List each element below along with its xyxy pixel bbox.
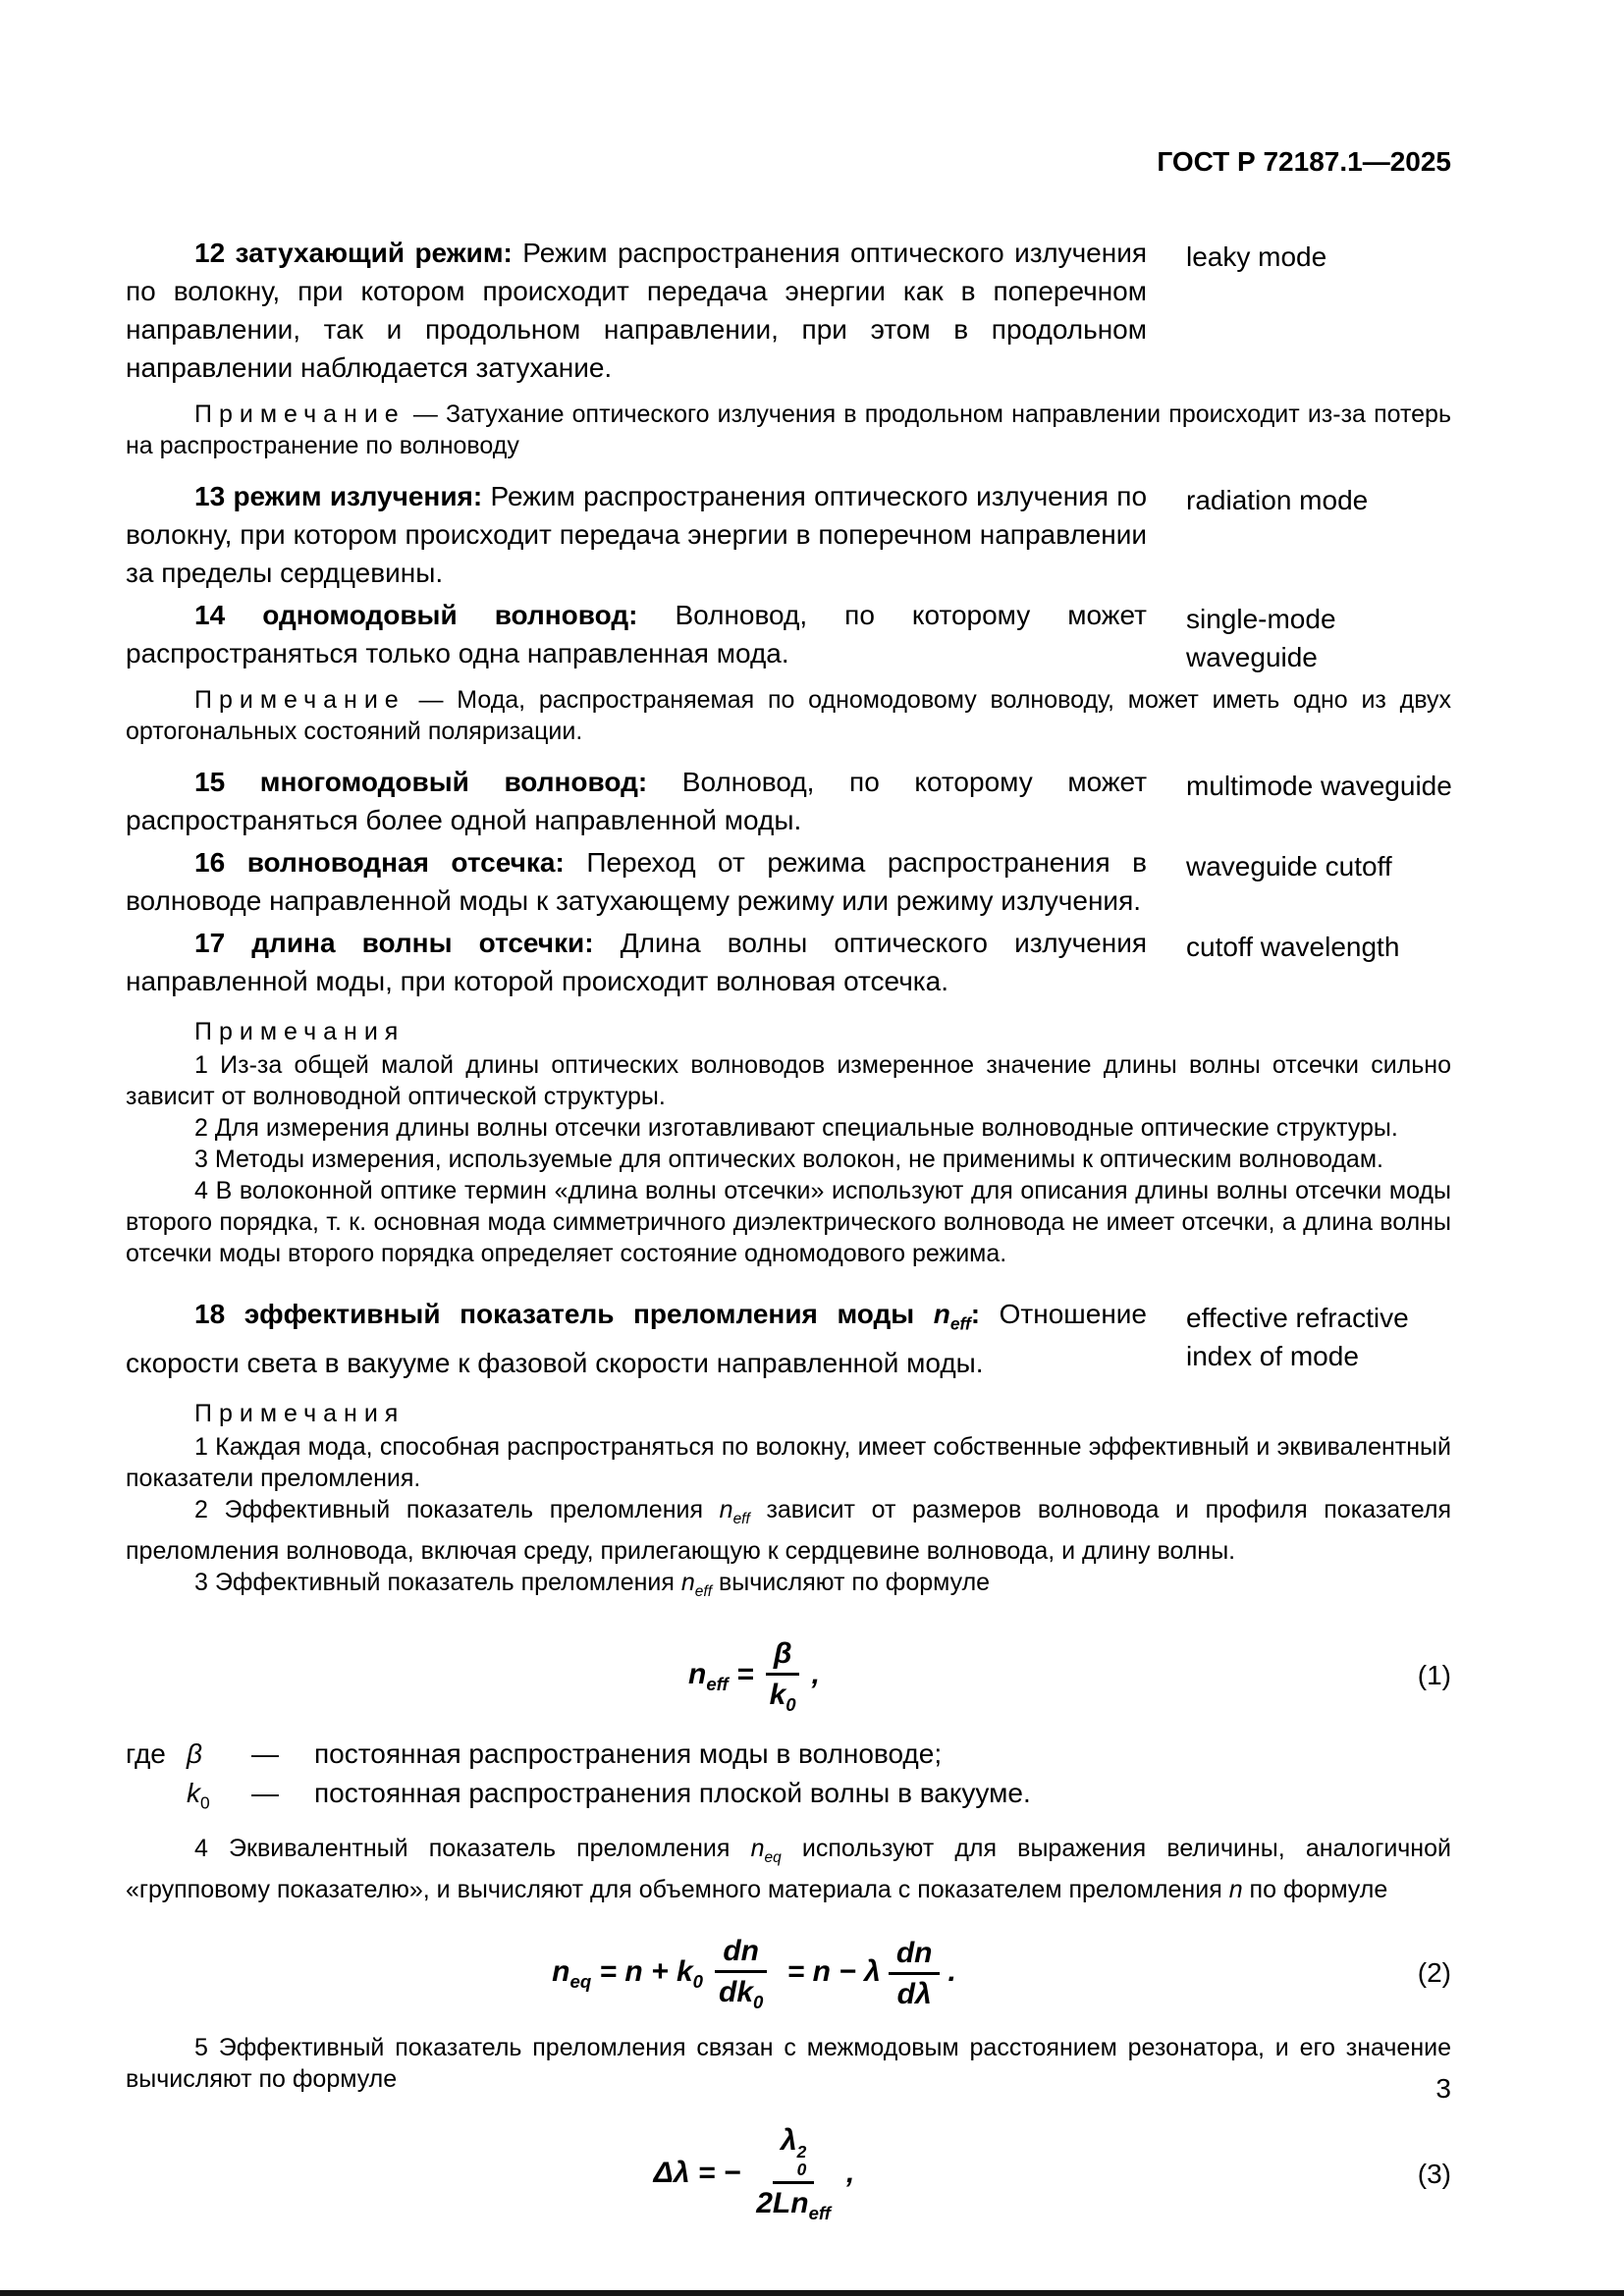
math-symbol: n [933, 1299, 950, 1329]
dash: — [251, 1778, 279, 1809]
math-token: k [769, 1678, 786, 1711]
note-text [126, 1567, 1451, 1608]
term-number: 14 [194, 600, 226, 630]
term-number: 13 [194, 481, 226, 511]
formula-1 [126, 1637, 1451, 1715]
math-token: eff [808, 2203, 831, 2224]
term-text: Отношение скорости света в вакууме к фазовой скорости направленной моды. [126, 1299, 1148, 1378]
math-token: dλ [896, 1977, 932, 2010]
note-label: Примечание [194, 686, 406, 714]
legend-symbol [187, 1774, 251, 1823]
term-item-12 [126, 234, 1451, 387]
math-token: eff [706, 1674, 729, 1695]
math-token: dn [723, 1934, 759, 1967]
numerator [715, 1935, 767, 1973]
math-token: = [736, 1658, 754, 1691]
math-token: 0 [785, 1693, 796, 1715]
math-token: 0 [692, 1971, 703, 1993]
math-token: dk [719, 1975, 754, 2008]
legend-row-2 [126, 1774, 1451, 1823]
scan-edge-artifact [0, 2290, 1624, 2296]
notes-heading-17: Примечания [194, 1018, 406, 1045]
math-subscript: eff [732, 1510, 750, 1527]
math-symbol: k [187, 1778, 200, 1809]
math-symbol: n [680, 1568, 695, 1596]
term-name: одномодовый волновод: [262, 600, 638, 630]
math-subscript: eff [949, 1313, 971, 1334]
sup-sub-stack [797, 2143, 807, 2179]
term-number: 12 [194, 238, 226, 268]
term-number: 16 [194, 847, 226, 878]
note-text: 5 Эффективный показатель преломления связан с межмодовым расстоянием резонатора, и его значение вычисляют по формуле [126, 2034, 1451, 2094]
math-symbol: n [750, 1834, 765, 1862]
fraction [711, 1935, 771, 2012]
dash: — [412, 400, 438, 428]
term-text: Режим распространения оптического излучения по волокну, при котором происходит передача энергии в поперечном направлении за пределы сердцевины. [126, 481, 1148, 588]
note-text [126, 684, 1451, 747]
term-item-14 [126, 596, 1451, 672]
note-text [126, 399, 1451, 461]
math-token: λ [864, 1955, 881, 1989]
note-block-14 [126, 684, 1451, 747]
math-token: = [697, 2156, 716, 2189]
doc-code: ГОСТ Р 72187.1—2025 [1157, 146, 1451, 177]
math-token: eq [569, 1971, 592, 1993]
fraction [889, 1937, 941, 2010]
legend-text: постоянная распространения моды в волноводе; [314, 1738, 943, 1770]
formula-2-center [126, 1935, 1382, 2012]
document-header [126, 145, 1451, 179]
note-body: используют для выражения величины, аналогичной «групповому показателю», и вычисляют для объемного материала с показателем преломления [126, 1834, 1451, 1903]
english-term-15: multimode waveguide [1186, 771, 1452, 801]
term-item-17 [126, 924, 1451, 1000]
term-name: режим излучения: [233, 481, 483, 511]
math-token: n [624, 1955, 643, 1989]
term-item-13 [126, 477, 1451, 592]
term-text: Режим распространения оптического излучения по волокну, при котором происходит передача энергии как в поперечном направлении, так и продольном направлении, при этом в продольном направлении наблюдается затухание. [126, 238, 1147, 383]
math-token: λ [780, 2124, 797, 2158]
term-number: 18 [194, 1299, 226, 1329]
math-symbol: n [1228, 1875, 1243, 1903]
english-term-16: waveguide cutoff [1186, 851, 1392, 881]
note-body: 2 Эффективный показатель преломления [194, 1495, 703, 1523]
note-body: 4 Эквивалентный показатель преломления [194, 1834, 731, 1862]
term-text: Волновод, по которому может распространяться более одной направленной моды. [126, 767, 1148, 835]
term-item-16 [126, 843, 1451, 920]
math-token: n [552, 1955, 570, 1989]
term-symbol [933, 1299, 981, 1334]
note-block-12 [126, 399, 1451, 461]
formula-3-expression [653, 2124, 855, 2224]
note-text: 2 Для измерения длины волны отсечки изготавливают специальные волноводные оптические структуры. [194, 1114, 1398, 1142]
term-item-15 [126, 763, 1451, 839]
math-token: Δλ [653, 2156, 690, 2189]
note-text [126, 1494, 1451, 1567]
note-body: по формуле [1242, 1875, 1388, 1903]
denominator [711, 1973, 771, 2012]
denominator [762, 1676, 804, 1715]
formula-3-center [126, 2124, 1382, 2224]
term-name: многомодовый волновод: [259, 767, 648, 797]
numerator [889, 1937, 941, 1975]
math-token: = [786, 1955, 805, 1989]
formula-legend [126, 1735, 1451, 1823]
term-name: затухающий режим: [235, 238, 513, 268]
term-text: Волновод, по которому может распространяться только одна направленная мода. [126, 600, 1147, 668]
note-text: 1 Из-за общей малой длины оптических волноводов измеренное значение длины волны отсечки сильно зависит от волноводной оптической структуры. [126, 1051, 1451, 1110]
math-token: . [947, 1955, 956, 1989]
numerator [766, 1637, 800, 1676]
math-token: − [839, 1955, 856, 1989]
where-word: где [126, 1738, 166, 1770]
math-token: 0 [753, 1991, 764, 2012]
note-body: 3 Эффективный показатель преломления [194, 1568, 675, 1596]
dash: — [418, 686, 444, 714]
math-token: 0 [796, 2160, 807, 2180]
math-token: dn [895, 1936, 933, 1969]
english-term-13: radiation mode [1186, 485, 1369, 515]
note-text: 3 Методы измерения, используемые для оптических волокон, не применимы к оптическим волноводам. [194, 1146, 1383, 1173]
equation-number-3: (3) [1417, 2159, 1451, 2189]
note-label: Примечание [194, 400, 406, 428]
english-term-18: effective refractive index of mode [1186, 1303, 1409, 1371]
math-symbol: n [719, 1495, 733, 1523]
legend-text: постоянная распространения плоской волны в вакууме. [314, 1778, 1031, 1809]
dash: — [251, 1738, 279, 1770]
formula-3 [126, 2124, 1451, 2224]
term-name: эффективный показатель преломления моды [244, 1299, 915, 1329]
equation-number-2: (2) [1417, 1957, 1451, 1989]
english-term-14: single-mode waveguide [1186, 604, 1336, 672]
equation-number-1: (1) [1417, 1660, 1451, 1691]
fraction [762, 1637, 804, 1715]
english-term-12: leaky mode [1186, 241, 1327, 272]
math-token: k [676, 1955, 693, 1989]
fraction [748, 2124, 839, 2224]
math-token: β [773, 1636, 792, 1670]
math-token: n [688, 1658, 707, 1691]
note-body: зависит от размеров волновода и профиля показателя преломления волновода, включая среду, прилегающую к сердцевине волновода, и длину волны. [126, 1495, 1452, 1565]
formula-1-expression [688, 1636, 820, 1715]
numerator [773, 2124, 814, 2184]
formula-1-center [126, 1637, 1382, 1715]
legend-symbol [187, 1735, 251, 1774]
math-token: + [651, 1955, 669, 1989]
term-number: 15 [194, 767, 226, 797]
math-subscript: 0 [200, 1792, 210, 1813]
note-text: 1 Каждая мода, способная распространяться по волокну, имеет собственные эффективный и эквивалентный показатели преломления. [126, 1432, 1451, 1492]
math-token: = [599, 1955, 618, 1989]
math-token: 2 [796, 2141, 807, 2162]
note-body: Затухание оптического излучения в продольном направлении происходит из-за потерь на распространение по волноводу [126, 400, 1451, 459]
notes-heading-18: Примечания [194, 1399, 406, 1427]
term-number: 17 [194, 928, 226, 958]
math-token: n [812, 1955, 831, 1989]
term-item-18 [126, 1295, 1451, 1382]
denominator [890, 1975, 940, 2010]
math-token: − [723, 2156, 741, 2189]
term-text: Переход от режима распространения в волноводе направленной моды к затухающему режиму или режиму излучения. [126, 847, 1148, 916]
note-text: 4 В волоконной оптике термин «длина волны отсечки» используют для описания длины волны отсечки моды второго порядка, т. к. основная мода симметричного диэлектрического волновода не имеет отсечки, а длина волны отсечки моды второго порядка определяет состояние одномодового режима. [126, 1177, 1451, 1267]
denominator [748, 2184, 839, 2223]
term-name: длина волны отсечки: [251, 928, 594, 958]
formula-2 [126, 1935, 1451, 2012]
spacer [126, 1774, 187, 1823]
math-token: , [845, 2156, 855, 2189]
note-body: вычисляют по формуле [712, 1568, 991, 1596]
legend-row-1 [126, 1735, 1451, 1774]
english-term-17: cutoff wavelength [1186, 932, 1400, 962]
math-token: , [811, 1658, 820, 1691]
math-symbol: β [187, 1738, 202, 1770]
math-subscript: eff [694, 1582, 712, 1600]
note-text [126, 1833, 1451, 1905]
page-number: 3 [1435, 2073, 1451, 2104]
term-name: волноводная отсечка: [246, 847, 565, 878]
note-body: Мода, распространяемая по одномодовому волноводу, может иметь одно из двух ортогональных состояний поляризации. [126, 686, 1451, 745]
colon: : [970, 1299, 981, 1329]
math-token: 2Ln [756, 2187, 809, 2220]
math-subscript: eq [764, 1848, 782, 1866]
term-text: Длина волны оптического излучения направленной моды, при которой происходит волновая отсечка. [126, 928, 1148, 996]
